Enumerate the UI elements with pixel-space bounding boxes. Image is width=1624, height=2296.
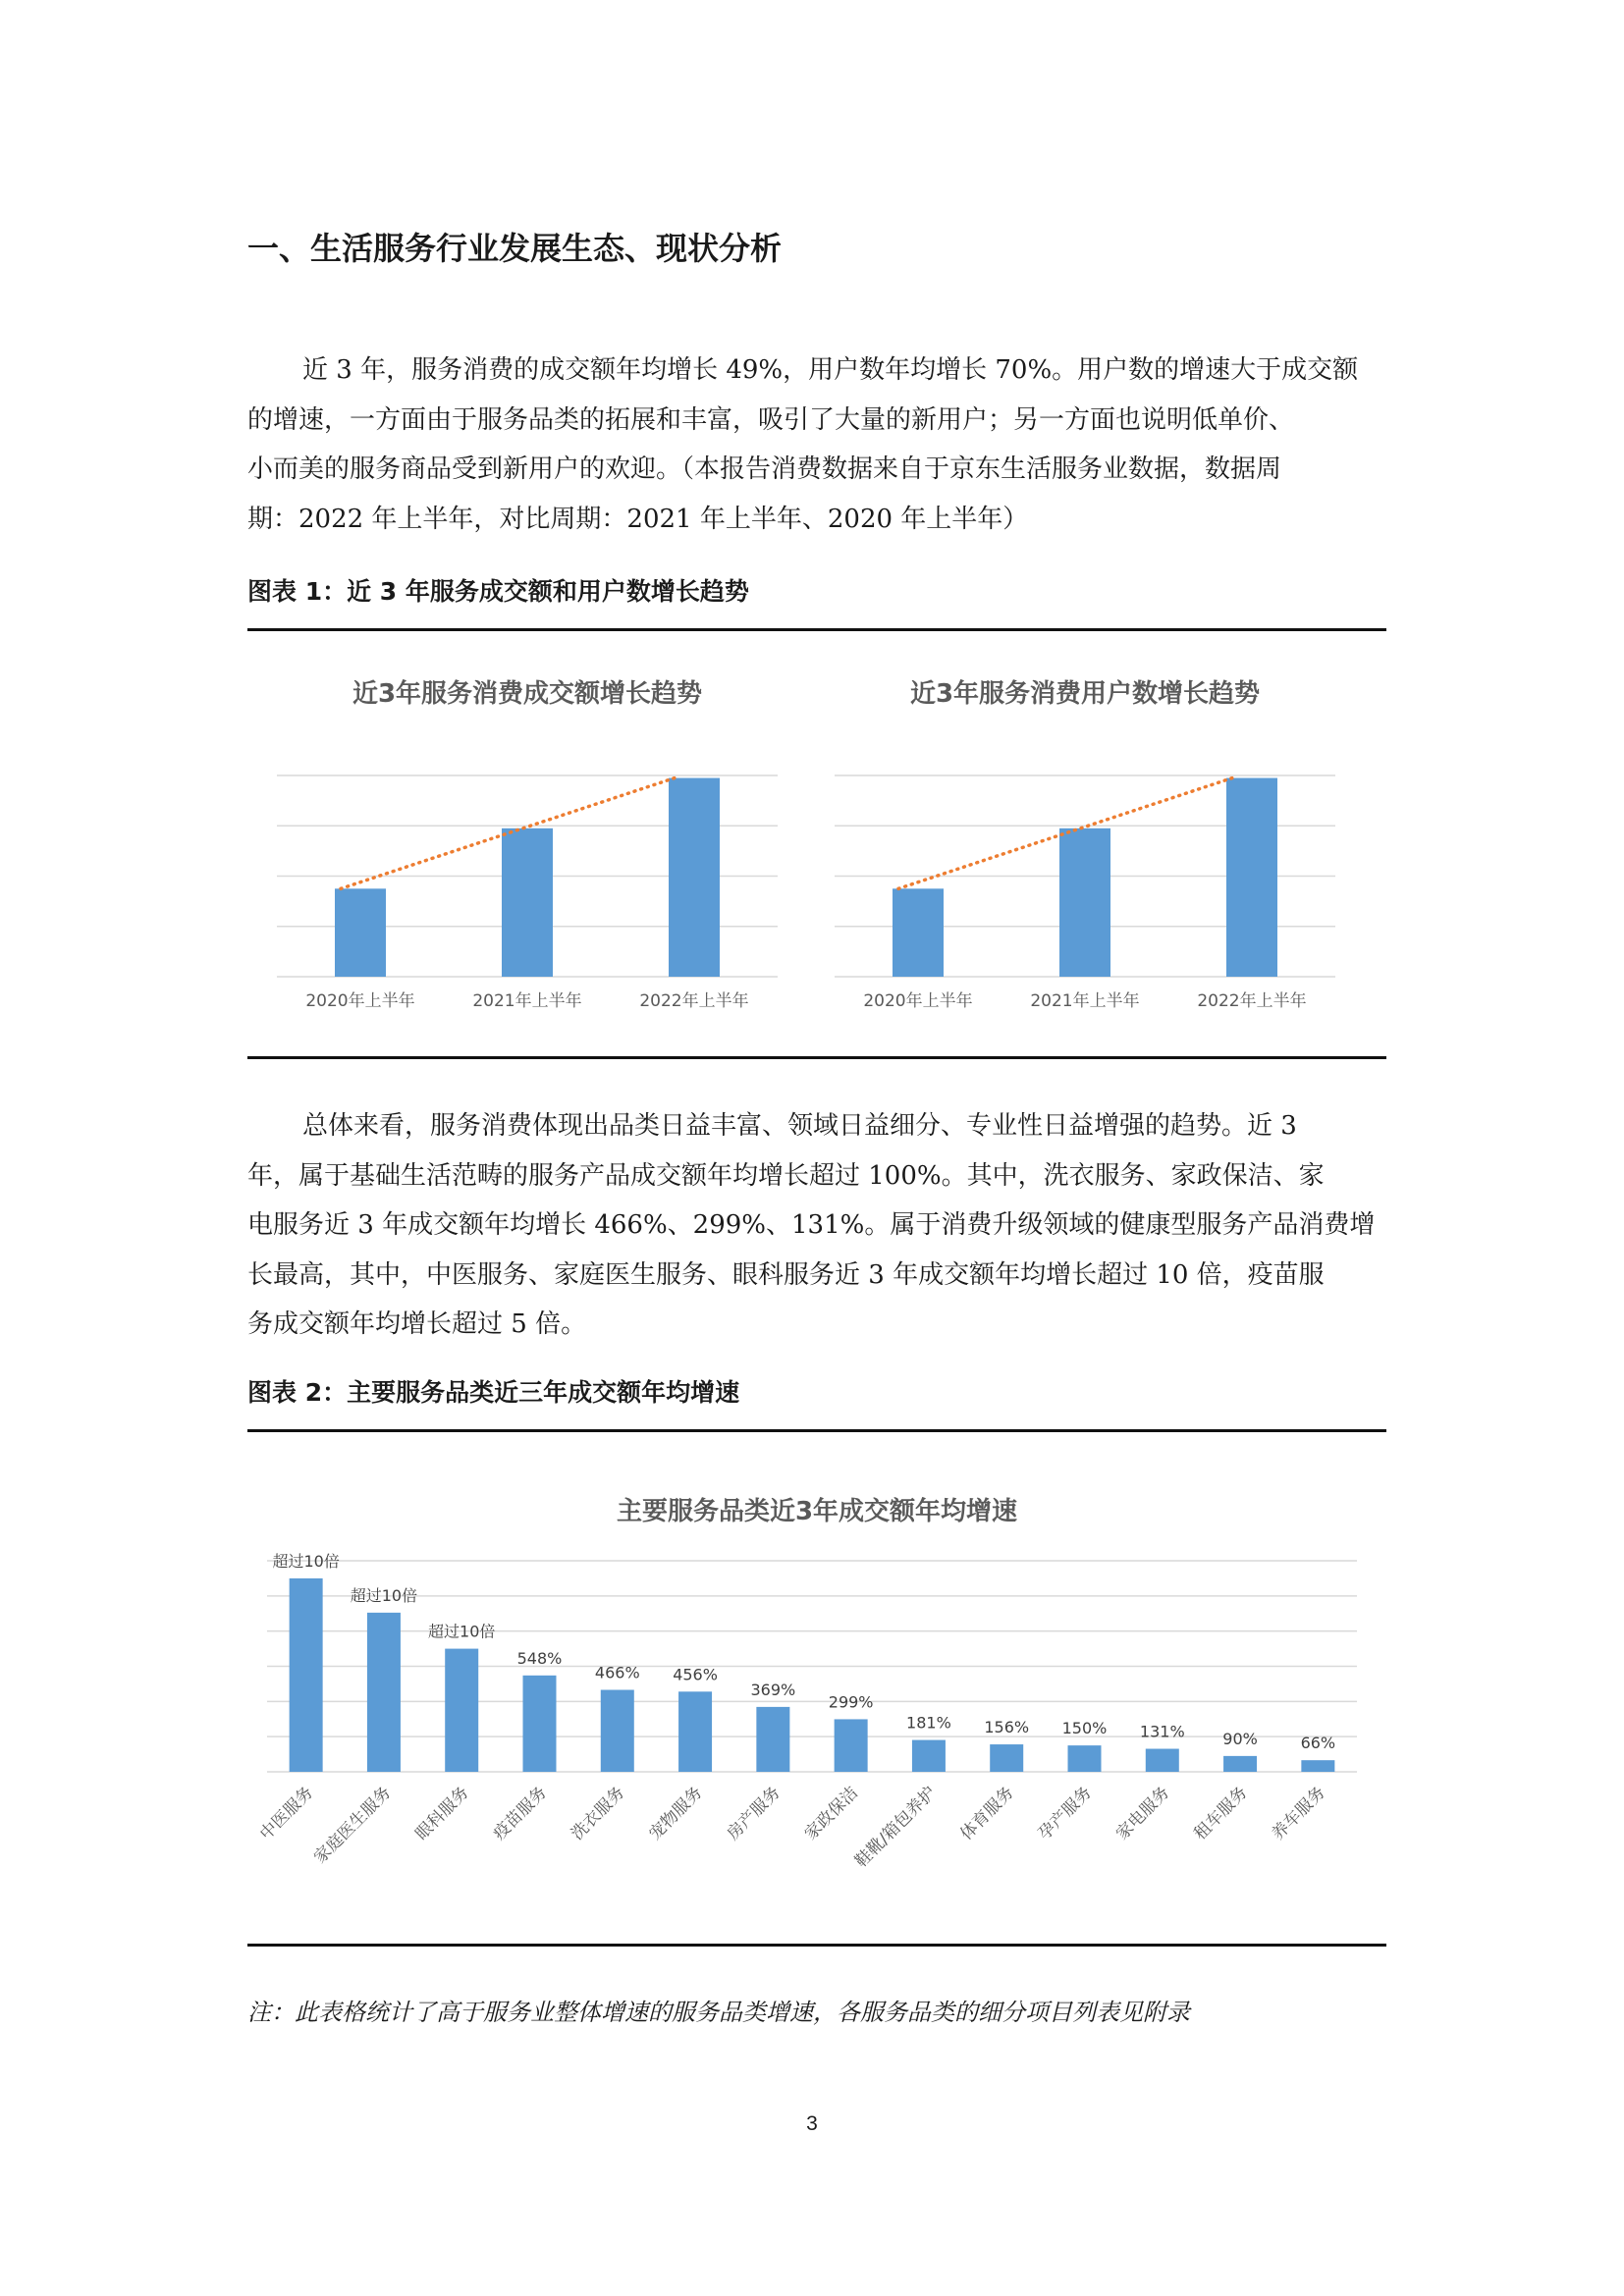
- data-label: 369%: [750, 1680, 796, 1699]
- data-label: 181%: [906, 1713, 951, 1733]
- footnote: 注：此表格统计了高于服务业整体增速的服务品类增速，各服务品类的细分项目列表见附录: [247, 1999, 1190, 2026]
- paragraph-line-text: 总体来看，服务消费体现出品类日益丰富、领域日益细分、专业性日益增强的趋势。近 3: [302, 1111, 1297, 1141]
- x-tick-label: 家电服务: [1112, 1783, 1174, 1844]
- data-label: 90%: [1222, 1729, 1258, 1748]
- x-tick-label: 养车服务: [1268, 1783, 1329, 1844]
- bar: [502, 828, 553, 977]
- figure-1-top-rule: [247, 628, 1386, 631]
- bar: [1226, 778, 1277, 977]
- paragraph-line: 务成交额年均增长超过 5 倍。: [247, 1309, 587, 1339]
- bar: [1223, 1756, 1257, 1772]
- x-tick-label: 洗衣服务: [568, 1783, 629, 1844]
- x-tick-label: 租车服务: [1190, 1783, 1252, 1844]
- figure-1-caption: 图表 1：近 3 年服务成交额和用户数增长趋势: [247, 577, 749, 606]
- data-label: 131%: [1139, 1722, 1185, 1741]
- paragraph-line-text: 近 3 年，服务消费的成交额年均增长 49%，用户数年均增长 70%。用户数的增速大于成交额: [302, 355, 1359, 385]
- figure-1-charts: [247, 648, 1386, 1050]
- data-label: 466%: [594, 1663, 640, 1682]
- bar: [601, 1690, 634, 1772]
- bar: [1068, 1745, 1102, 1772]
- bar: [1146, 1749, 1179, 1772]
- bar: [445, 1649, 478, 1772]
- x-tick-label: 疫苗服务: [489, 1783, 552, 1844]
- chart-user-growth: [835, 678, 1335, 1011]
- x-tick-label: 眼科服务: [411, 1783, 473, 1844]
- data-label: 548%: [516, 1648, 563, 1668]
- x-tick-label: 家政保洁: [800, 1783, 863, 1844]
- paragraph-line: 长最高，其中，中医服务、家庭医生服务、眼科服务近 3 年成交额年均增长超过 10 倍，疫苗服: [247, 1259, 1325, 1290]
- bar: [912, 1740, 946, 1772]
- paragraph-line: 小而美的服务商品受到新用户的欢迎。（本报告消费数据来自于京东生活服务业数据，数据周: [247, 454, 1282, 484]
- x-tick-label: 房产服务: [723, 1783, 785, 1844]
- chart-category-growth: [256, 1496, 1357, 1872]
- bar: [678, 1691, 712, 1772]
- x-tick-label: 2021年上半年: [1030, 991, 1140, 1011]
- section-heading: 一、生活服务行业发展生态、现状分析: [247, 230, 783, 267]
- bar: [1059, 828, 1110, 977]
- bar: [835, 1719, 868, 1772]
- figure-2-top-rule: [247, 1429, 1386, 1432]
- chart-title: 近3年服务消费成交额增长趋势: [352, 679, 703, 709]
- x-tick-label: 2020年上半年: [863, 991, 973, 1011]
- data-label: 66%: [1300, 1734, 1336, 1753]
- data-label: 超过10倍: [272, 1551, 340, 1571]
- bar: [756, 1707, 789, 1772]
- paragraph-line: [247, 346, 1386, 396]
- data-label: 156%: [984, 1718, 1030, 1737]
- bar: [523, 1676, 557, 1772]
- bar: [990, 1744, 1023, 1772]
- paragraph-line: 的增速，一方面由于服务品类的拓展和丰富，吸引了大量的新用户；另一方面也说明低单价、: [247, 404, 1295, 435]
- paragraph-1: [247, 346, 1386, 544]
- x-tick-label: 宠物服务: [645, 1783, 707, 1844]
- paragraph-line: 电服务近 3 年成交额年均增长 466%、299%、131%。属于消费升级领域的健康型服务产品消费增: [247, 1210, 1376, 1240]
- x-tick-label: 2022年上半年: [639, 991, 749, 1011]
- x-tick-label: 2020年上半年: [305, 991, 415, 1011]
- x-tick-label: 孕产服务: [1034, 1783, 1097, 1844]
- paragraph-2: [247, 1101, 1386, 1350]
- figure-1-bottom-rule: [247, 1056, 1386, 1059]
- paragraph-line: [247, 1101, 1386, 1151]
- x-tick-label: 鞋靴/箱包养护: [851, 1783, 941, 1872]
- figure-2-chart: [247, 1448, 1386, 1939]
- data-label: 150%: [1061, 1719, 1108, 1738]
- figure-2-caption: 图表 2：主要服务品类近三年成交额年均增速: [247, 1378, 740, 1407]
- x-tick-label: 2022年上半年: [1197, 991, 1307, 1011]
- bar: [290, 1578, 323, 1772]
- chart-title: 主要服务品类近3年成交额年均增速: [616, 1497, 1018, 1526]
- data-label: 超过10倍: [428, 1622, 496, 1641]
- chart-title: 近3年服务消费用户数增长趋势: [909, 679, 1261, 709]
- x-tick-label: 中医服务: [255, 1783, 318, 1844]
- data-label: 456%: [673, 1665, 718, 1684]
- bar: [367, 1613, 401, 1772]
- chart-transaction-growth: [277, 678, 778, 1011]
- figure-2-bottom-rule: [247, 1944, 1386, 1947]
- data-label: 超过10倍: [350, 1585, 418, 1605]
- bar: [1301, 1760, 1334, 1772]
- x-tick-label: 家庭医生服务: [310, 1783, 396, 1868]
- paragraph-line: 年，属于基础生活范畴的服务产品成交额年均增长超过 100%。其中，洗衣服务、家政保洁、家: [247, 1160, 1325, 1191]
- data-label: 299%: [828, 1692, 874, 1712]
- bar: [893, 888, 944, 977]
- bar: [335, 888, 386, 977]
- bar: [669, 778, 720, 977]
- x-tick-label: 2021年上半年: [472, 991, 582, 1011]
- paragraph-line: 期：2022 年上半年，对比周期：2021 年上半年、2020 年上半年）: [247, 504, 1029, 534]
- page-number: 3: [806, 2112, 818, 2135]
- x-tick-label: 体育服务: [956, 1783, 1018, 1844]
